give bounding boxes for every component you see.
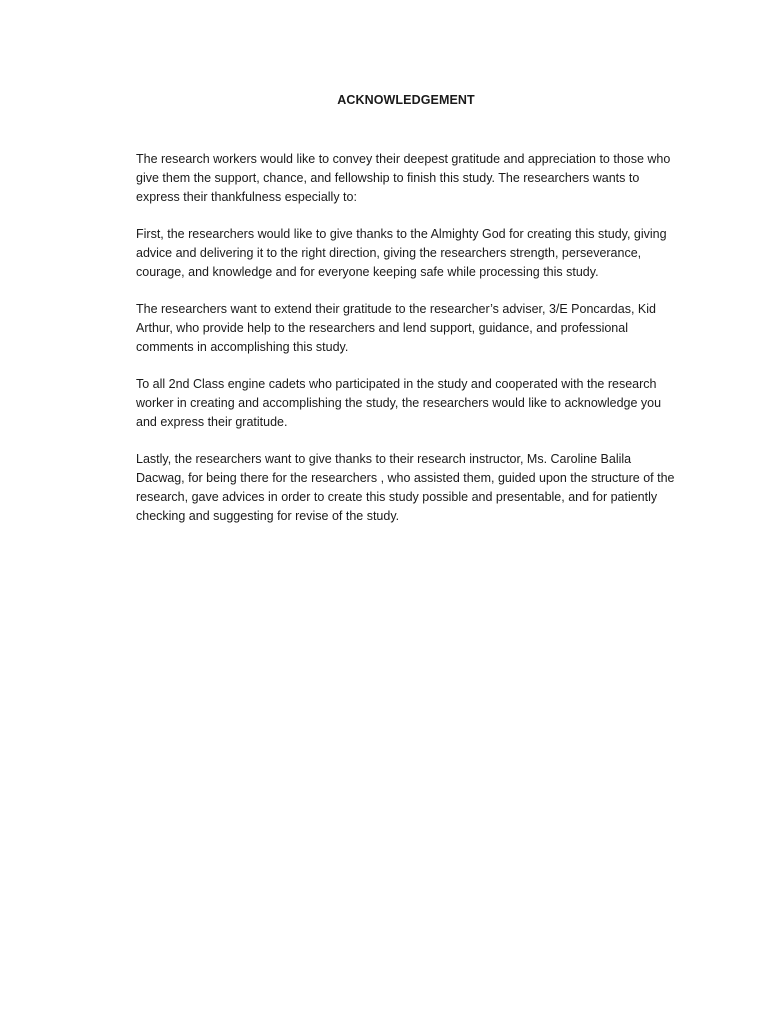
- paragraph-adviser: The researchers want to extend their gratitude to the researcher’s adviser, 3/E Poncardas, Kid Arthur, who provide help to the researchers and lend support, guidance, and professional comments in accomplishing this study.: [136, 302, 656, 354]
- paragraph-cadets: To all 2nd Class engine cadets who participated in the study and cooperated with the research worker in creating and accomplishing the study, the researchers would like to acknowledge you and express their gratitude.: [136, 377, 662, 429]
- paragraph-god: First, the researchers would like to give thanks to the Almighty God for creating this study, giving advice and delivering it to the right direction, giving the researchers strength, perseverance, courage, and knowledge and for everyone keeping safe while processing this study.: [136, 227, 667, 279]
- document-body: [136, 150, 676, 544]
- paragraph-intro: The research workers would like to convey their deepest gratitude and appreciation to those who give them the support, chance, and fellowship to finish this study. The researchers wants to express their thankfulness especially to:: [136, 152, 671, 204]
- page-title: ACKNOWLEDGEMENT: [337, 93, 475, 107]
- paragraph-instructor: Lastly, the researchers want to give thanks to their research instructor, Ms. Caroline Balila Dacwag, for being there for the researchers , who assisted them, guided upon the structure of the research, gave advices in order to create this study possible and presentable, and for patiently checking and suggesting for revise of the study.: [136, 452, 675, 523]
